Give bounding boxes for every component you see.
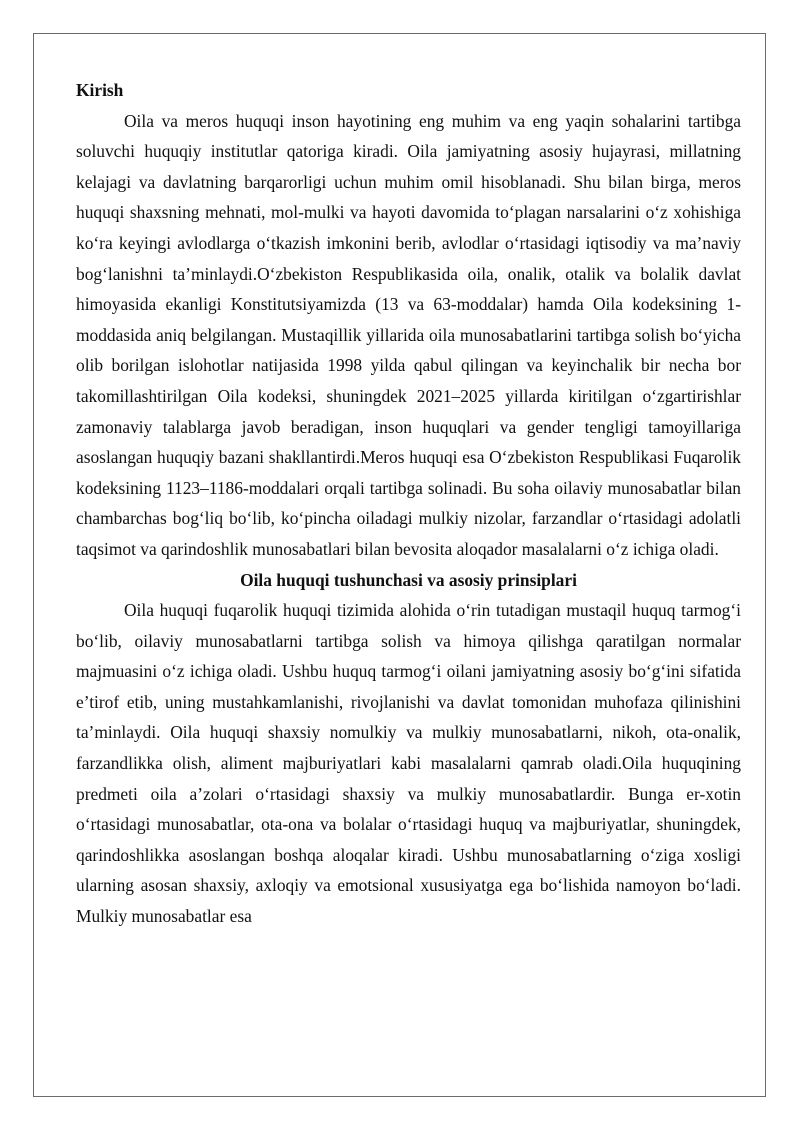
- document-body: [76, 75, 741, 932]
- intro-heading: Kirish: [76, 80, 124, 100]
- section-paragraph: Oila huquqi fuqarolik huquqi tizimida alohida o‘rin tutadigan mustaqil huquq tarmog‘i bo‘lib, oilaviy munosabatlarni tartibga solish va himoya qilishga qaratilgan normalar majmuasini o‘z ichiga oladi. Ushbu huquq tarmog‘i oilani jamiyatning asosiy bo‘g‘ini sifatida e’tirof etib, uning mustahkamlanishi, rivojlanishi va davlat tomonidan muhofaza qilinishini ta’minlaydi. Oila huquqi shaxsiy nomulkiy va mulkiy munosabatlarni, nikoh, ota-onalik, farzandlikka olish, aliment majburiyatlari kabi masalalarni qamrab oladi.Oila huquqining predmeti oila a’zolari o‘rtasidagi shaxsiy va mulkiy munosabatlardir. Bunga er-xotin o‘rtasidagi munosabatlar, ota-ona va bolalar o‘rtasidagi huquq va majburiyatlar, shuningdek, qarindoshlikka asoslangan boshqa aloqalar kiradi. Ushbu munosabatlarning o‘ziga xosligi ularning asosan shaxsiy, axloqiy va emotsional xususiyatga ega bo‘lishida namoyon bo‘ladi. Mulkiy munosabatlar esa: [76, 600, 741, 927]
- section-heading: Oila huquqi tushunchasi va asosiy prinsiplari: [240, 569, 577, 590]
- intro-paragraph: Oila va meros huquqi inson hayotining eng muhim va eng yaqin sohalarini tartibga soluvchi huquqiy institutlar qatoriga kiradi. Oila jamiyatning asosiy hujayrasi, millatning kelajagi va davlatning barqarorligi uchun muhim omil hisoblanadi. Shu bilan birga, meros huquqi shaxsning mehnati, mol-mulki va hayoti davomida to‘plagan narsalarini o‘z xohishiga ko‘ra keyingi avlodlarga o‘tkazish imkonini berib, avlodlar o‘rtasidagi iqtisodiy va ma’naviy bog‘lanishni ta’minlaydi.O‘zbekiston Respublikasida oila, onalik, otalik va bolalik davlat himoyasida ekanligi Konstitutsiyamizda (13 va 63-moddalar) hamda Oila kodeksining 1-moddasida aniq belgilangan. Mustaqillik yillarida oila munosabatlarini tartibga solish bo‘yicha olib borilgan islohotlar natijasida 1998 yilda qabul qilingan va keyinchalik bir necha bor takomillashtirilgan Oila kodeksi, shuningdek 2021–2025 yillarda kiritilgan o‘zgartirishlar zamonaviy talablarga javob beradigan, inson huquqlari va gender tengligi tamoyillariga asoslangan huquqiy bazani shakllantirdi.Meros huquqi esa O‘zbekiston Respublikasi Fuqarolik kodeksining 1123–1186-moddalari orqali tartibga solinadi. Bu soha oilaviy munosabatlar bilan chambarchas bog‘liq bo‘lib, ko‘pincha oiladagi mulkiy nizolar, farzandlar o‘rtasidagi adolatli taqsimot va qarindoshlik munosabatlari bilan bevosita aloqador masalalarni o‘z ichiga oladi.: [76, 110, 741, 559]
